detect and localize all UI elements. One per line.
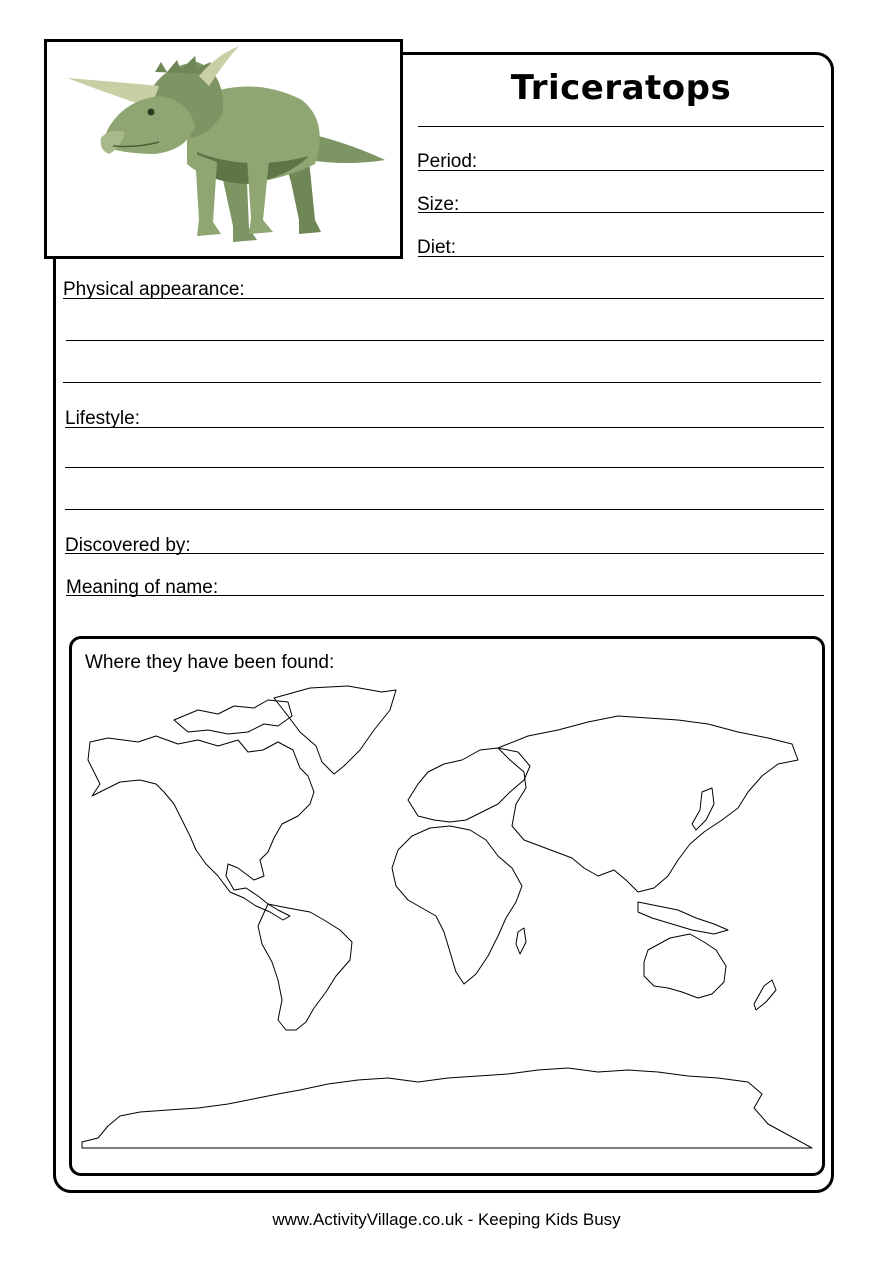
meaning-of-name-label: Meaning of name: xyxy=(66,577,219,598)
discovered-by-label: Discovered by: xyxy=(65,535,191,556)
period-label: Period: xyxy=(417,151,478,172)
footer-text: www.ActivityVillage.co.uk - Keeping Kids Busy xyxy=(272,1210,621,1229)
meaning-of-name-line[interactable] xyxy=(66,595,824,596)
madagascar-outline xyxy=(516,928,526,954)
diet-answer-line[interactable] xyxy=(418,256,824,257)
south-america-outline xyxy=(258,904,352,1030)
diet-label: Diet: xyxy=(417,237,457,258)
triceratops-illustration xyxy=(47,42,400,256)
africa-outline xyxy=(392,826,522,984)
discovered-by-line[interactable] xyxy=(65,553,824,554)
indonesia-outline xyxy=(638,902,728,934)
physical-appearance-label: Physical appearance: xyxy=(63,279,245,300)
new-zealand-outline xyxy=(754,980,776,1010)
antarctica-outline xyxy=(82,1068,812,1148)
dinosaur-picture-box xyxy=(44,39,403,259)
lifestyle-line-2[interactable] xyxy=(65,467,824,468)
lifestyle-line-1[interactable] xyxy=(65,427,824,428)
north-america-outline xyxy=(88,736,314,920)
asia-outline xyxy=(498,716,798,892)
lifestyle-label: Lifestyle: xyxy=(65,408,140,429)
size-label: Size: xyxy=(417,194,460,215)
australia-outline xyxy=(644,934,726,998)
page-title: Triceratops xyxy=(510,68,732,108)
size-answer-line[interactable] xyxy=(418,212,824,213)
lifestyle-line-3[interactable] xyxy=(65,509,824,510)
arctic-islands-outline xyxy=(174,700,292,734)
world-map-outline xyxy=(78,680,814,1160)
map-label: Where they have been found: xyxy=(85,652,335,673)
physical-appearance-line-1[interactable] xyxy=(63,298,824,299)
period-answer-line[interactable] xyxy=(418,170,824,171)
title-underline xyxy=(418,126,824,127)
japan-outline xyxy=(692,788,714,830)
physical-appearance-line-2[interactable] xyxy=(66,340,824,341)
greenland-outline xyxy=(274,686,396,774)
physical-appearance-line-3[interactable] xyxy=(63,382,821,383)
europe-outline xyxy=(408,748,530,822)
